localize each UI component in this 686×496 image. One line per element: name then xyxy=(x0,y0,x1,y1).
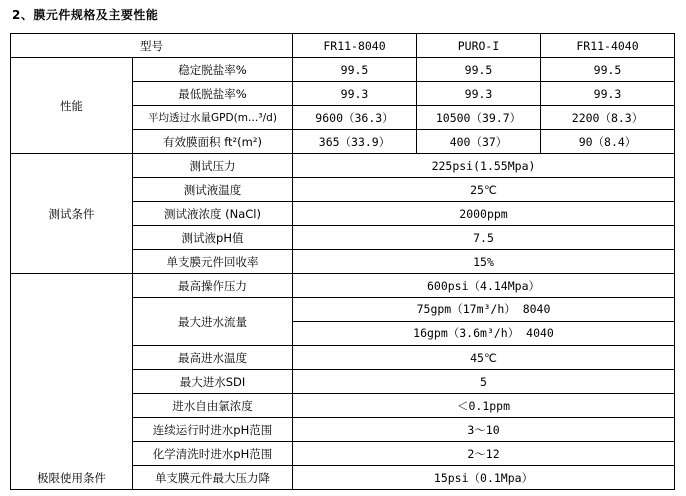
row-label: 进水自由氯浓度 xyxy=(133,394,293,418)
group-label-performance: 性能 xyxy=(11,58,133,154)
flow-values xyxy=(293,298,675,346)
table-row xyxy=(11,154,675,178)
row-label: 单支膜元件回收率 xyxy=(133,250,293,274)
table-row xyxy=(11,58,675,82)
cell-value: 3～10 xyxy=(293,418,675,442)
cell-value: 75gpm（17m³/h） 8040 xyxy=(293,298,674,322)
cell-value: 25℃ xyxy=(293,178,675,202)
group-label-test-conditions: 测试条件 xyxy=(11,154,133,274)
cell-value: 5 xyxy=(293,370,675,394)
row-label: 连续运行时进水pH范围 xyxy=(133,418,293,442)
cell-value: 99.5 xyxy=(417,58,541,82)
model-name: FR11-8040 xyxy=(293,34,417,58)
cell-value: 99.3 xyxy=(417,82,541,106)
cell-value: 15% xyxy=(293,250,675,274)
cell-value: 2～12 xyxy=(293,442,675,466)
cell-value: 99.3 xyxy=(293,82,417,106)
section-heading: 2、膜元件规格及主要性能 xyxy=(12,8,159,22)
model-name: FR11-4040 xyxy=(541,34,675,58)
row-label: 最高进水温度 xyxy=(133,346,293,370)
cell-value: 7.5 xyxy=(293,226,675,250)
spec-table xyxy=(10,33,675,490)
cell-value: 99.5 xyxy=(293,58,417,82)
row-label: 单支膜元件最大压力降 xyxy=(133,466,293,490)
row-label: 最低脱盐率% xyxy=(133,82,293,106)
row-label: 平均透过水量GPD(m…³/d) xyxy=(133,106,293,130)
row-label: 测试液pH值 xyxy=(133,226,293,250)
cell-value: 99.5 xyxy=(541,58,675,82)
row-label: 有效膜面积 ft²(m²) xyxy=(133,130,293,154)
model-name: PURO-I xyxy=(417,34,541,58)
row-label: 测试液浓度 (NaCl) xyxy=(133,202,293,226)
cell-value: 99.3 xyxy=(541,82,675,106)
cell-value: 45℃ xyxy=(293,346,675,370)
model-label: 型号 xyxy=(11,34,293,58)
row-label: 最高操作压力 xyxy=(133,274,293,298)
cell-value: 225psi(1.55Mpa) xyxy=(293,154,675,178)
cell-value: 16gpm（3.6m³/h） 4040 xyxy=(413,326,554,340)
row-label: 测试压力 xyxy=(133,154,293,178)
row-label: 最大进水流量 xyxy=(133,298,293,346)
row-label: 化学清洗时进水pH范围 xyxy=(133,442,293,466)
header-row xyxy=(11,34,675,58)
group-label-limits: 极限使用条件 xyxy=(11,274,133,490)
cell-value: 15psi（0.1Mpa） xyxy=(293,466,675,490)
cell-value: 600psi（4.14Mpa） xyxy=(293,274,675,298)
cell-value: ＜0.1ppm xyxy=(293,394,675,418)
cell-value: 400（37） xyxy=(417,130,541,154)
cell-value: 90（8.4） xyxy=(541,130,675,154)
table-row xyxy=(11,274,675,298)
cell-value: 10500（39.7） xyxy=(417,106,541,130)
row-label: 测试液温度 xyxy=(133,178,293,202)
cell-value: 9600（36.3） xyxy=(293,106,417,130)
row-label: 最大进水SDI xyxy=(133,370,293,394)
cell-value: 2200（8.3） xyxy=(541,106,675,130)
row-label: 稳定脱盐率% xyxy=(133,58,293,82)
cell-value: 365（33.9） xyxy=(293,130,417,154)
cell-value: 2000ppm xyxy=(293,202,675,226)
